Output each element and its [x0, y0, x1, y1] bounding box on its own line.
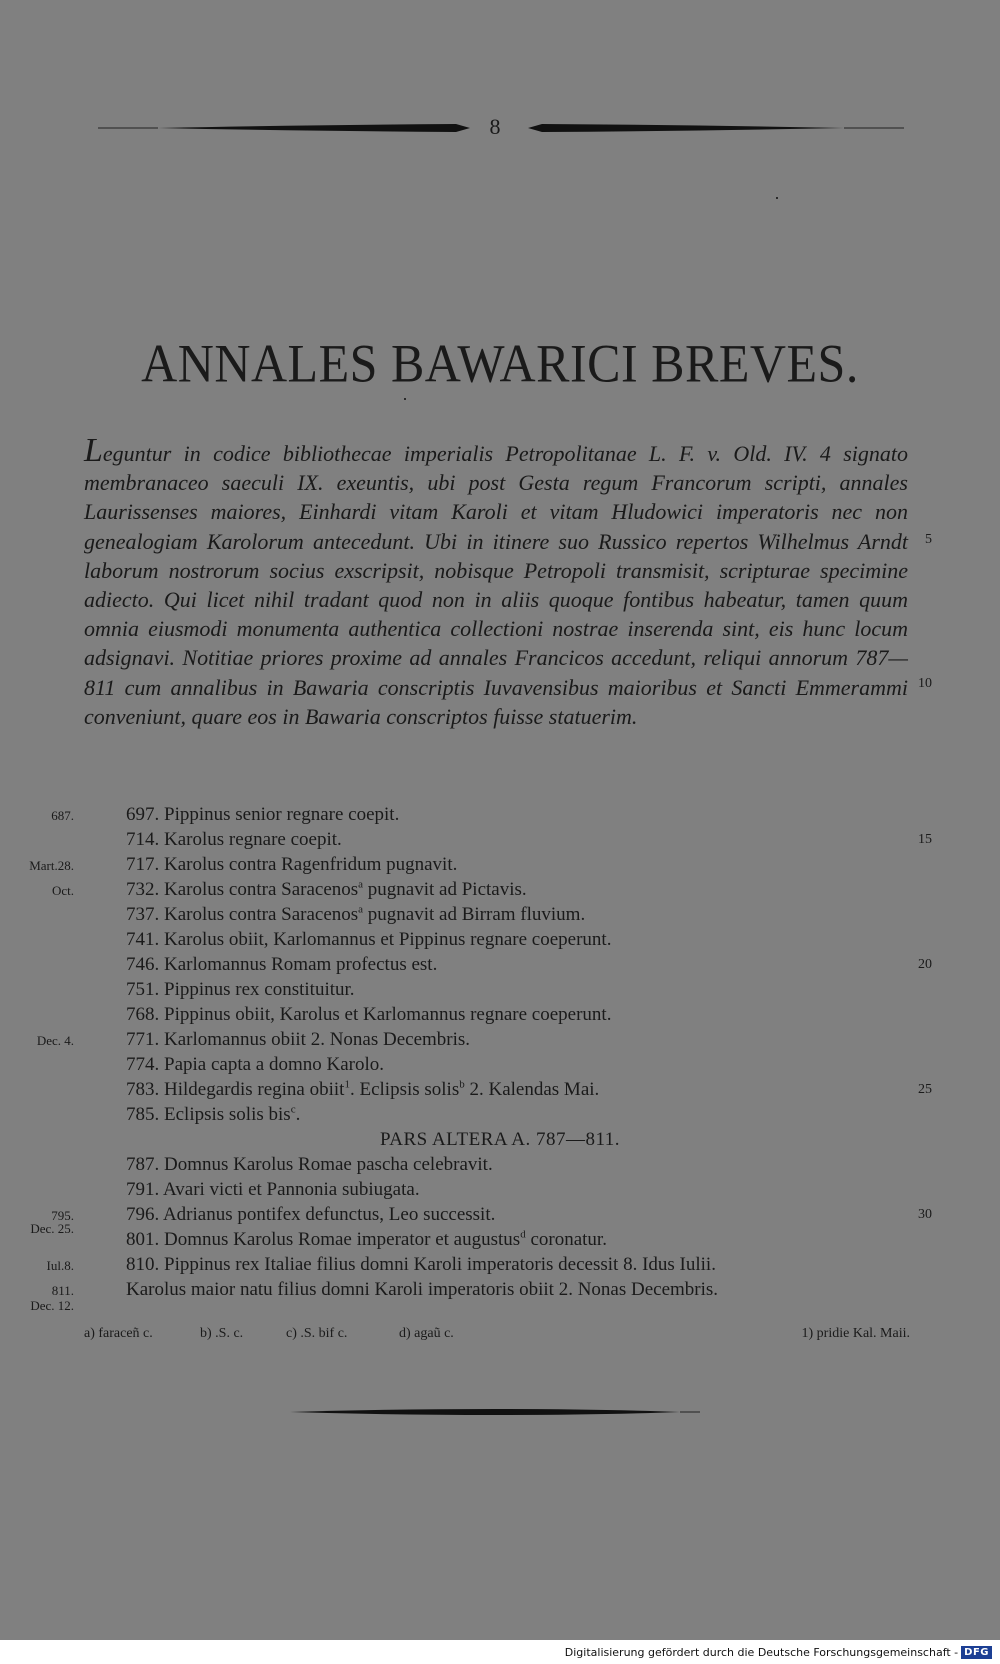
entry-text: 741. Karolus obiit, Karlomannus et Pippinus regnare coeperunt.	[126, 929, 612, 950]
entry-text: 796. Adrianus pontifex defunctus, Leo successit.	[126, 1204, 496, 1225]
page-title: ANNALES BAWARICI BREVES.	[141, 332, 859, 394]
margin-date: 795.	[51, 1208, 74, 1223]
annal-entry	[0, 954, 1000, 979]
annal-entry	[0, 1079, 1000, 1104]
annal-entry	[0, 979, 1000, 1004]
annal-entry	[0, 1179, 1000, 1204]
entry-text: 810. Pippinus rex Italiae filius domni Karoli imperatoris decessit 8. Idus Iulii.	[126, 1254, 716, 1275]
digitization-watermark	[565, 1646, 992, 1659]
speck	[776, 197, 778, 199]
watermark-text: Digitalisierung gefördert durch die Deutsche Forschungsgemeinschaft -	[564, 1646, 959, 1659]
intro-paragraph	[84, 432, 908, 731]
entry-text: 785. Eclipsis solis bis$^c$.	[126, 1103, 301, 1125]
footnote-mark: 1	[344, 1078, 350, 1091]
margin-date: Oct.	[51, 883, 74, 898]
drop-cap: L	[84, 432, 103, 469]
margin-line-number: 25	[918, 1082, 932, 1097]
margin-date: Dec. 25.	[30, 1221, 74, 1236]
annal-entry	[0, 1279, 1000, 1319]
entry-text: 697. Pippinus senior regnare coepit.	[126, 804, 400, 825]
margin-line-number: 10	[918, 676, 932, 691]
entry-text: 751. Pippinus rex constituitur.	[126, 979, 355, 1000]
margin-line-number: 20	[918, 957, 932, 972]
dfg-logo: DFG	[961, 1646, 992, 1659]
annal-entry	[0, 929, 1000, 954]
annal-entry	[0, 1154, 1000, 1179]
entry-text: 768. Pippinus obiit, Karolus et Karlomannus regnare coeperunt.	[126, 1004, 612, 1025]
margin-line-number: 5	[925, 532, 932, 547]
entry-text: Karolus maior natu filius domni Karoli imperatoris obiit 2. Nonas Decembris.	[126, 1279, 719, 1300]
annal-entry	[0, 1054, 1000, 1079]
entry-text: 737. Karolus contra Saracenos$^a$ pugnavit ad Birram fluvium.	[126, 903, 586, 925]
margin-line-number: 30	[918, 1207, 932, 1222]
intro-text: eguntur in codice bibliothecae imperialis Petropolitanae L. F. v. Old. IV. 4 signato membranaceo saeculi IX. exeuntis, ubi post Gesta regum Francorum scripti, annales Laurissenses maiores, Einhardi vitam Karoli et vitam Hludowici imperatoris nec non genealogiam Karolorum antecedunt. Ubi in itinere suo Russico repertos Wilhelmus Arndt laborum nostrorum socius exscripsit, nobisque Petropoli transmisit, scripturae specimine adiecto. Qui licet nihil tradant quod non in aliis quoque fontibus habeatur, tamen quum omnia eiusmodi monumenta authentica collectioni nostrae inserenda sint, eis hunc locum adsignavi. Notitiae priores proxime ad annales Francicos accedunt, reliqui annorum 787—811 cum annalibus in Bawaria conscriptis Iuvavensibus maioribus et Sancti Emmerammi conveniunt, quare eos in Bawaria conscriptos fuisse statuerim.	[84, 441, 908, 729]
margin-date: Iul.8.	[46, 1258, 74, 1273]
margin-line-number: 15	[918, 832, 932, 847]
annal-entry	[0, 879, 1000, 904]
speck	[404, 398, 406, 400]
footnote: b) .S. c.	[200, 1326, 244, 1341]
entry-text: 774. Papia capta a domno Karolo.	[126, 1054, 385, 1075]
annal-entry	[0, 1221, 1000, 1254]
footnote-mark: d	[520, 1228, 526, 1241]
footnote: 1) pridie Kal. Maii.	[801, 1326, 910, 1341]
entry-text: 787. Domnus Karolus Romae pascha celebravit.	[126, 1154, 493, 1175]
annal-entry	[0, 904, 1000, 929]
entry-text: 717. Karolus contra Ragenfridum pugnavit.	[126, 854, 458, 875]
footnote-mark: b	[459, 1078, 465, 1091]
annal-entry	[0, 829, 1000, 854]
footer-ornament-rule	[290, 1407, 700, 1417]
margin-date: Dec. 4.	[36, 1033, 74, 1048]
footnote-mark: a	[358, 903, 364, 916]
margin-date: 687.	[51, 808, 74, 823]
annal-entry	[0, 1254, 1000, 1279]
annal-entry	[0, 804, 1000, 829]
footnote: d) agaũ c.	[399, 1326, 454, 1341]
entry-text: 714. Karolus regnare coepit.	[126, 829, 342, 850]
page-number: 8	[489, 114, 501, 139]
entry-text: 801. Domnus Karolus Romae imperator et augustus$^d$ coronatur.	[126, 1228, 607, 1250]
annal-entry	[0, 1004, 1000, 1029]
margin-date: Mart.28.	[29, 858, 74, 873]
entry-text: 791. Avari victi et Pannonia subiugata.	[126, 1179, 420, 1200]
footnote: a) faraceñ c.	[84, 1326, 153, 1341]
margin-date: 811.	[51, 1283, 74, 1298]
margin-date: Dec. 12.	[30, 1298, 74, 1313]
annal-entry	[0, 1204, 1000, 1229]
entry-text: 783. Hildegardis regina obiit$^1$. Eclipsis solis$^b$ 2. Kalendas Mai.	[126, 1078, 600, 1100]
annal-entry	[0, 854, 1000, 879]
section-heading: PARS ALTERA A. 787—811.	[379, 1129, 621, 1150]
footnote-mark: c	[290, 1103, 296, 1116]
annal-entry	[0, 1104, 1000, 1129]
entry-text: 746. Karlomannus Romam profectus est.	[126, 954, 438, 975]
footnote-mark: a	[358, 878, 364, 891]
annal-entry	[0, 1029, 1000, 1054]
entry-text: 771. Karlomannus obiit 2. Nonas Decembris.	[126, 1029, 471, 1050]
entry-text: 732. Karolus contra Saracenos$^a$ pugnavit ad Pictavis.	[126, 878, 527, 900]
footnote: c) .S. bif c.	[286, 1326, 348, 1341]
